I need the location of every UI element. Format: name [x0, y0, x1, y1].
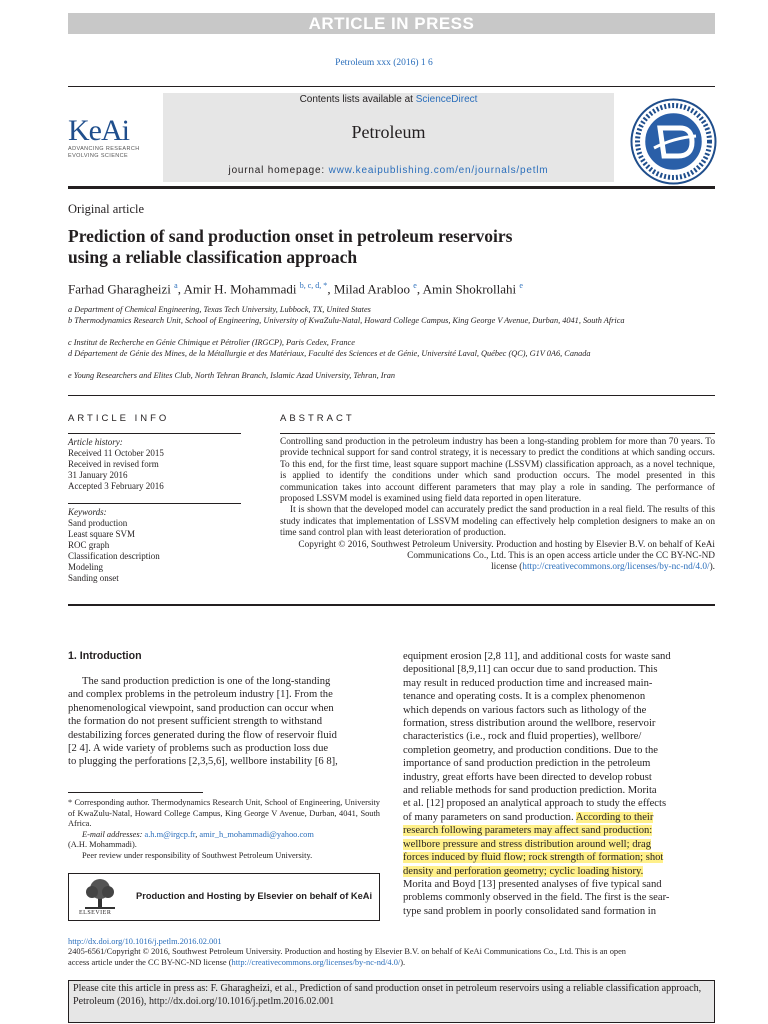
keai-logo: [68, 116, 158, 160]
body-line: may result in reduced production time and increased main-: [403, 677, 653, 689]
doi-link[interactable]: http://dx.doi.org/10.1016/j.petlm.2016.02.001: [68, 937, 222, 946]
issn-line-2: [68, 958, 715, 969]
highlighted-line[interactable]: wellbore pressure and stress distribution around well; drag: [403, 838, 652, 850]
email-link-1[interactable]: a.h.m@irgcp.fr: [144, 829, 196, 839]
header-rule-top: [68, 86, 715, 87]
issn-license-suffix: ).: [400, 957, 406, 967]
email-owner: (A.H. Mohammadi).: [68, 840, 137, 849]
author-affiliation-mark[interactable]: b, c, d, *: [299, 281, 328, 290]
affiliation-b: b Thermodynamics Research Unit, School of Engineering, University of KwaZulu-Natal, Howard College Campus, King George V Avenue, Durban, 4041, South Africa: [68, 316, 625, 325]
body-line: the formation do not present sufficient strength to withstand: [68, 716, 323, 728]
highlighted-line[interactable]: density and perforation geometry; cyclic loading history.: [403, 865, 644, 877]
author-name: Farhad Gharagheizi: [68, 281, 171, 297]
email-label: E-mail addresses:: [82, 829, 143, 839]
elsevier-hosting-text: Production and Hosting by Elsevier on behalf of KeAi: [136, 891, 373, 901]
footnote: [68, 798, 380, 861]
author-name: Milad Arabloo: [333, 281, 410, 297]
issn-license-prefix: access article under the CC BY-NC-ND license (: [68, 957, 232, 967]
body-line: characteristics (i.e., rock and fluid properties), wellbore/: [403, 731, 642, 743]
body-line: formation, stress distribution around the wellbore, reservoir: [403, 718, 656, 730]
article-type: Original article: [68, 202, 145, 216]
elsevier-hosting-box: [68, 873, 380, 921]
author-list: Farhad Gharagheizi $^a$, Amir H. Mohammadi $^{b, c, d, *}$, Milad Arabloo $^e$, Amin Shokrollahi $^e$: [68, 281, 523, 297]
history-label: Article history:: [68, 437, 123, 447]
footnote-rule: [68, 792, 203, 793]
peer-review-note: Peer review under responsibility of Southwest Petroleum University.: [82, 850, 313, 860]
license-suffix: ).: [709, 562, 715, 573]
header-rule-thick: [68, 186, 715, 189]
abstract-paragraph-2: It is shown that the developed model can accurately predict the sand production in a real field. The results of this study indicates that implementation of LSSVM modeling can effectively help completion designers to make an on time sand control plan with least deterioration of production.: [280, 505, 715, 539]
article-history: [68, 437, 243, 492]
affiliation-e: e Young Researchers and Elites Club, North Tehran Branch, Islamic Azad University, Tehran, Iran: [68, 371, 396, 380]
article-title: [68, 226, 668, 268]
issn-line: 2405-6561/Copyright © 2016, Southwest Petroleum University. Production and hosting by Elsevier B.V. on behalf of KeAi Communications Co., Ltd. This is an open: [68, 947, 626, 956]
keywords-block: [68, 507, 243, 584]
body-line: phenomenological viewpoint, sand production can occur when: [68, 702, 334, 714]
body-line: The sand production prediction is one of the long-standing: [82, 676, 331, 687]
history-item: Received 11 October 2015: [68, 448, 164, 458]
keai-tagline-1: ADVANCING RESEARCH: [68, 146, 140, 152]
abstract-heading: ABSTRACT: [280, 413, 355, 424]
body-line: completion geometry, and production conditions. Due to the: [403, 744, 658, 756]
keywords-label: Keywords:: [68, 507, 107, 517]
body-line: Morita and Boyd [13] presented analyses of five typical sand: [403, 878, 662, 890]
journal-header-box: [163, 93, 614, 182]
keyword: Modeling: [68, 562, 103, 572]
body-line: and reliable methods for sand production prediction. Morita: [403, 785, 657, 797]
body-line: which depends on various factors such as lithology of the: [403, 704, 647, 716]
affiliation-d: d Département de Génie des Mines, de la Métallurgie et des Matériaux, Faculté des Sciences et de Génie, Université Laval, Québec (QC), G1V 0A6, Canada: [68, 349, 591, 358]
keyword: Least square SVM: [68, 529, 135, 539]
journal-homepage: [163, 165, 614, 176]
abstract-copyright: Copyright © 2016, Southwest Petroleum University. Production and hosting by Elsevier B.V. on behalf of KeAi Communications Co., Ltd. This is an open access article under the CC BY-NC-ND: [298, 539, 715, 562]
journal-citation-line[interactable]: Petroleum xxx (2016) 1 6: [335, 58, 433, 68]
university-seal-icon: [630, 98, 717, 185]
keyword: Sanding onset: [68, 573, 119, 583]
body-line: et al. [12] proposed an analytical approach to study the effects: [403, 798, 667, 810]
issn-copyright: [68, 947, 715, 968]
body-line: to plugging the perforations [2,3,5,6], wellbore instability [6 8],: [68, 756, 338, 768]
journal-name: Petroleum: [351, 122, 426, 142]
body-line: equipment erosion [2,8 11], and additional costs for waste sand: [403, 651, 671, 662]
keai-tagline-2: EVOLVING SCIENCE: [68, 153, 129, 159]
corresponding-author-note: * Corresponding author. Thermodynamics Research Unit, School of Engineering, University of KwaZulu-Natal, Howard College Campus, King George V Avenue, Durban, 4041, South Africa.: [68, 798, 380, 828]
elsevier-tree-icon: [81, 878, 119, 910]
history-item: Received in revised form: [68, 459, 159, 469]
affiliation-rule: [68, 395, 715, 396]
abstract-paragraph-1: Controlling sand production in the petroleum industry has been a long-standing problem for more than 70 years. To provide technical support for sand control strategy, it is necessary to predict the conditions at which sanding occurs. To this end, for the first time, least square support machine (LSSVM) classification approach, as a novel technique, is applied to identify the conditions under which sand production occurs. The model presented in this communication takes into account different parameters that may play a role in sanding. The performance of proposed LSSVM model is examined using field data reported in open literature.: [280, 437, 715, 505]
title-line-1: Prediction of sand production onset in petroleum reservoirs: [68, 226, 513, 246]
contents-available: [163, 94, 614, 105]
body-line: destabilizing forces generated during the flow of reservoir fluid: [68, 729, 337, 741]
author-name: Amin Shokrollahi: [422, 281, 517, 297]
keyword: Sand production: [68, 518, 128, 528]
email-link-2[interactable]: amir_h_mohammadi@yahoo.com: [199, 829, 314, 839]
elsevier-brand: ELSEVIER: [79, 910, 112, 916]
body-line: type sand problem in poorly consolidated sand formation in: [403, 905, 657, 917]
author-affiliation-mark[interactable]: e: [519, 281, 523, 290]
body-line: and complex problems in the petroleum industry [1]. From the: [68, 689, 333, 701]
intro-right-column: [403, 650, 715, 918]
homepage-link[interactable]: www.keaipublishing.com/en/journals/petlm: [328, 165, 549, 176]
author-name: Amir H. Mohammadi: [183, 281, 297, 297]
affiliation-c: c Institut de Recherche en Génie Chimique et Pétrolier (IRGCP), Paris Cedex, France: [68, 338, 355, 347]
cite-this-article-box: Please cite this article in press as: F. Gharagheizi, et al., Prediction of sand production onset in petroleum reservoirs using a reliable classification approach, Petroleum (2016), http://dx.doi.org/10.1016/j.petlm.2016.02.001: [68, 980, 715, 1023]
body-line: industry, great efforts have been directed to develop robust: [403, 771, 652, 783]
body-line: tenance and operating costs. It is a complex phenomenon: [403, 691, 646, 703]
body-line: depositional [8,9,11] can occur due to sand production. This: [403, 664, 658, 676]
contents-prefix: Contents lists available at: [299, 94, 416, 105]
body-line: problems commonly observed in the field. The first is the sear-: [403, 892, 670, 904]
highlighted-text[interactable]: According to their: [575, 811, 654, 823]
article-info-heading: ARTICLE INFO: [68, 413, 170, 424]
abstract-license: [280, 562, 715, 573]
introduction-heading: 1. Introduction: [68, 650, 142, 662]
sciencedirect-link[interactable]: ScienceDirect: [415, 94, 478, 105]
body-line: [2 4]. A wide variety of problems such as production loss due: [68, 743, 329, 755]
email-line: E-mail addresses: a.h.m@irgcp.fr, amir_h_mohammadi@yahoo.com: [82, 829, 314, 839]
keywords-rule: [68, 503, 241, 504]
body-text: of many parameters on sand production.: [403, 811, 574, 823]
homepage-prefix: journal homepage:: [228, 165, 329, 176]
keyword: Classification description: [68, 551, 160, 561]
intro-left-column: [68, 675, 380, 769]
history-item: Accepted 3 February 2016: [68, 481, 164, 491]
keyword: ROC graph: [68, 540, 110, 550]
keai-wordmark: KeAi: [68, 114, 129, 147]
abstract-end-rule: [68, 604, 715, 606]
license-link[interactable]: http://creativecommons.org/licenses/by-nc-nd/4.0/: [522, 562, 710, 573]
article-in-press-banner: ARTICLE IN PRESS: [68, 13, 715, 34]
history-item: 31 January 2016: [68, 470, 128, 480]
body-line: importance of sand production prediction in the petroleum: [403, 758, 651, 770]
affiliation-a: a Department of Chemical Engineering, Texas Tech University, Lubbock, TX, United States: [68, 305, 371, 314]
abstract-body: [280, 437, 715, 574]
title-line-2: using a reliable classification approach: [68, 247, 358, 267]
author-affiliation-mark[interactable]: e: [413, 281, 417, 290]
license-prefix: license (: [491, 562, 523, 573]
body-line: [403, 811, 715, 824]
highlighted-line[interactable]: forces induced by fluid flow; rock strength of formation; shot: [403, 852, 664, 864]
abstract-rule: [280, 433, 715, 434]
highlighted-line[interactable]: research following parameters may affect sand production:: [403, 825, 653, 837]
issn-license-link[interactable]: http://creativecommons.org/licenses/by-nc-nd/4.0/: [231, 957, 401, 967]
article-info-rule: [68, 433, 241, 434]
author-affiliation-mark[interactable]: a: [174, 281, 178, 290]
